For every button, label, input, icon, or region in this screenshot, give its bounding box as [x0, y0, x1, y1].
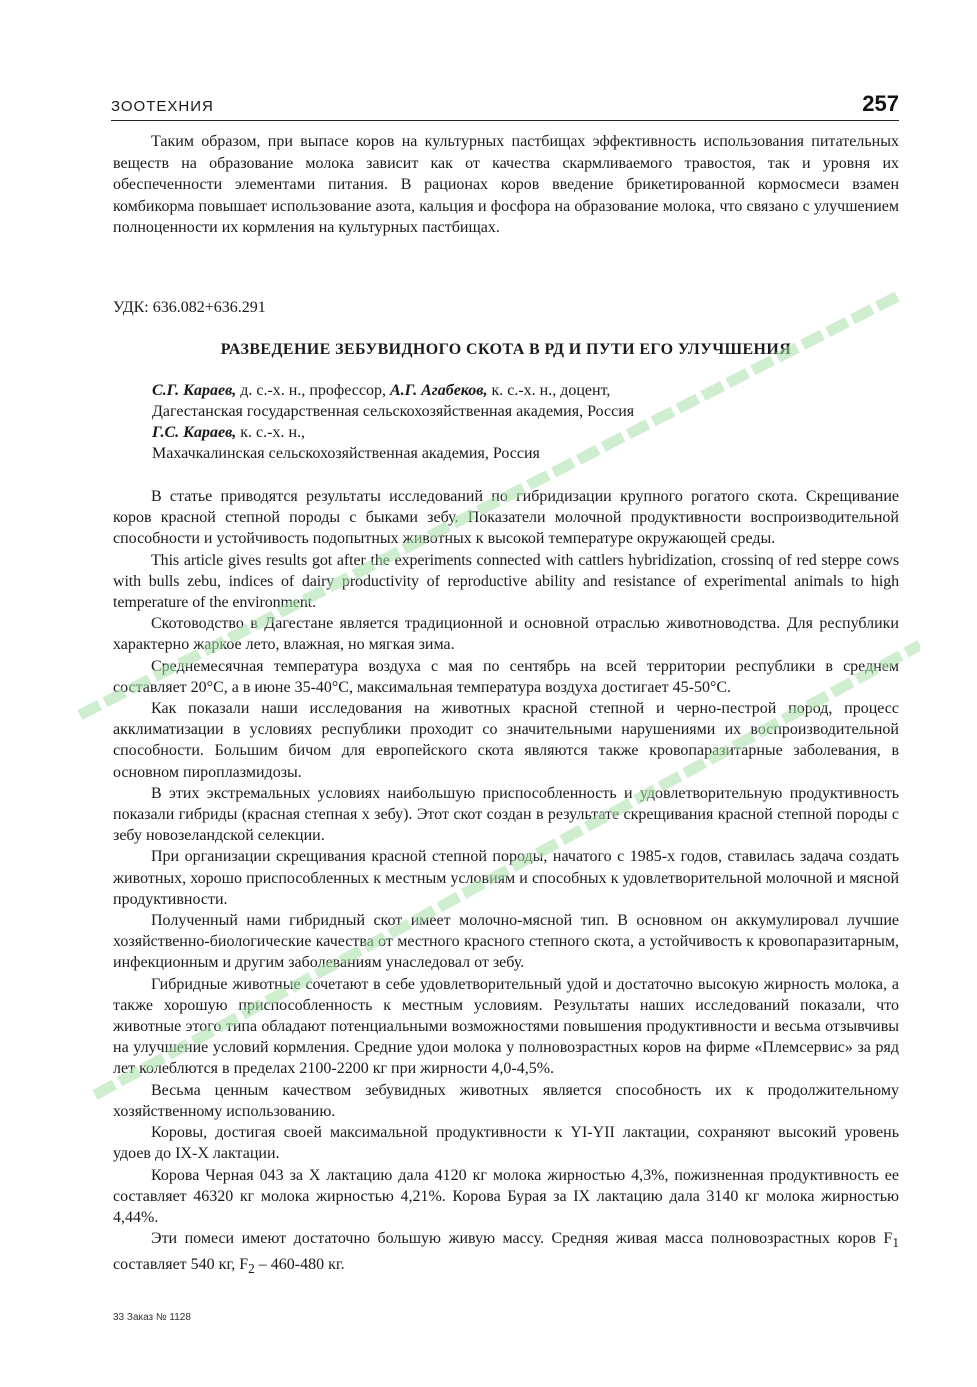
running-title: ЗООТЕХНИЯ	[111, 98, 214, 115]
author-block	[152, 380, 852, 464]
author-line-1	[152, 380, 852, 401]
abstract-russian: В статье приводятся результаты исследований по гибридизации крупного рогатого скота. Скрещивание коров красной степной породы с быками зебу. Показатели молочной продуктивности воспроизводительной способности и устойчивость подопытных животных к высокой температуре окружающей среды.	[113, 488, 899, 548]
text-run: Эти помеси имеют достаточно большую живую массу. Средняя живая масса полновозрастных коров F	[151, 1230, 893, 1248]
body-paragraph: Гибридные животные сочетают в себе удовлетворительный удой и достаточно высокую жирность молока, а также хорошую приспособленность к местным условиям. Результаты наших исследований показали, что животные этого типа обладают потенциальными возможностями повышения продуктивности и весьма отзывчивы на улучшение условий кормления. Средние удои молока у полновозрастных коров на фирме «Племсервис» за ряд лет колеблются в пределах 2100-2200 кг при жирности 4,0-4,5%.	[113, 975, 899, 1078]
page-header	[111, 88, 899, 121]
print-order-mark: 33 Заказ № 1128	[113, 1312, 191, 1323]
body-paragraph: При организации скрещивания красной степной породы, начатого с 1985-х годов, ставилась задача создать животных, хорошо приспособленных к местным условиям и способных к удовлетворительной молочной и мясной продуктивности.	[113, 848, 899, 908]
body-paragraph: Скотоводство в Дагестане является традиционной и основной отраслью животноводства. Для республики характерно жаркое лето, влажная, но мягкая зима.	[113, 615, 899, 654]
continued-paragraph: Таким образом, при выпасе коров на культурных пастбищах эффективность использования питательных веществ на образование молока зависит как от качества скармливаемого травостоя, так и уровня их обеспеченности элементами питания. В рационах коров введение брикетированной кормосмеси взамен комбикорма повышает использование азота, кальция и фосфора на образование молока, что связано с улучшением полноценности их кормления на культурных пастбищах.	[113, 133, 899, 237]
article-body	[113, 486, 899, 1279]
body-paragraph: Среднемесячная температура воздуха с мая по сентябрь на всей территории республики в среднем составляет 20°С, а в июне 35-40°С, максимальная температура воздуха достигает 45-50°С.	[113, 657, 899, 696]
body-paragraph: Как показали наши исследования на животных красной степной и черно-пестрой пород, процесс акклиматизации в условиях республики проходит со значительными нарушениями их воспроизводительной способности. Большим бичом для европейского скота являются также кровопаразитарные заболевания, в основном пироплазмидозы.	[113, 700, 899, 781]
author-name: Г.С. Караев,	[152, 424, 237, 441]
author-line-2	[152, 422, 852, 443]
body-paragraph: В этих экстремальных условиях наибольшую приспособленность и удовлетворительную продуктивность показали гибриды (красная степная х зебу). Этот скот создан в результате скрещивания красной степной породы с зебу новозеландской селекции.	[113, 784, 899, 845]
body-paragraph: Корова Черная 043 за Х лактацию дала 4120 кг молока жирностью 4,3%, пожизненная продуктивность ее составляет 46320 кг молока жирностью 4,21%. Корова Бурая за IX лактацию дала 3140 кг молока жирностью 4,44%.	[113, 1166, 899, 1226]
author-name: А.Г. Агабеков,	[390, 382, 488, 399]
udc-code: УДК: 636.082+636.291	[113, 299, 266, 316]
body-paragraph: Весьма ценным качеством зебувидных животных является способность их к продолжительному хозяйственному использованию.	[113, 1081, 899, 1120]
subscript: 1	[892, 1235, 899, 1251]
page-number: 257	[862, 91, 899, 116]
affiliation: Махачкалинская сельскохозяйственная академия, Россия	[152, 445, 540, 462]
subscript: 2	[248, 1260, 255, 1276]
author-degree: д. с.-х. н., профессор,	[236, 382, 390, 399]
author-name: С.Г. Караев,	[152, 382, 237, 399]
affiliation: Дагестанская государственная сельскохозяйственная академия, Россия	[152, 403, 635, 420]
text-run: составляет 540 кг, F	[113, 1255, 249, 1273]
article-title: РАЗВЕДЕНИЕ ЗЕБУВИДНОГО СКОТА В РД И ПУТИ ЕГО УЛУЧШЕНИЯ	[220, 341, 792, 358]
body-paragraph-last	[113, 1228, 899, 1279]
body-paragraph: Коровы, достигая своей максимальной продуктивности к YI-YII лактации, сохраняют высокий уровень удоев до IX-X лактации.	[113, 1124, 899, 1163]
author-degree: к. с.-х. н.,	[236, 424, 305, 441]
abstract-english: This article gives results got after the experiments connected with cattlers hybridization, crossinq of red steppe cows with bulls zebu, indices of dairy productivity of reproductive ability and resistance of experimental animals to high temperature of the environment.	[113, 551, 899, 612]
author-degree: к. с.-х. н., доцент,	[487, 382, 611, 399]
body-paragraph: Полученный нами гибридный скот имеет молочно-мясной тип. В основном он аккумулировал лучшие хозяйственно-биологические качества от местного красного степного скота, а устойчивость к кровопаразитарным, инфекционным и другим заболеваниям унаследовал от зебу.	[113, 912, 899, 972]
text-run: – 460-480 кг.	[254, 1255, 345, 1273]
